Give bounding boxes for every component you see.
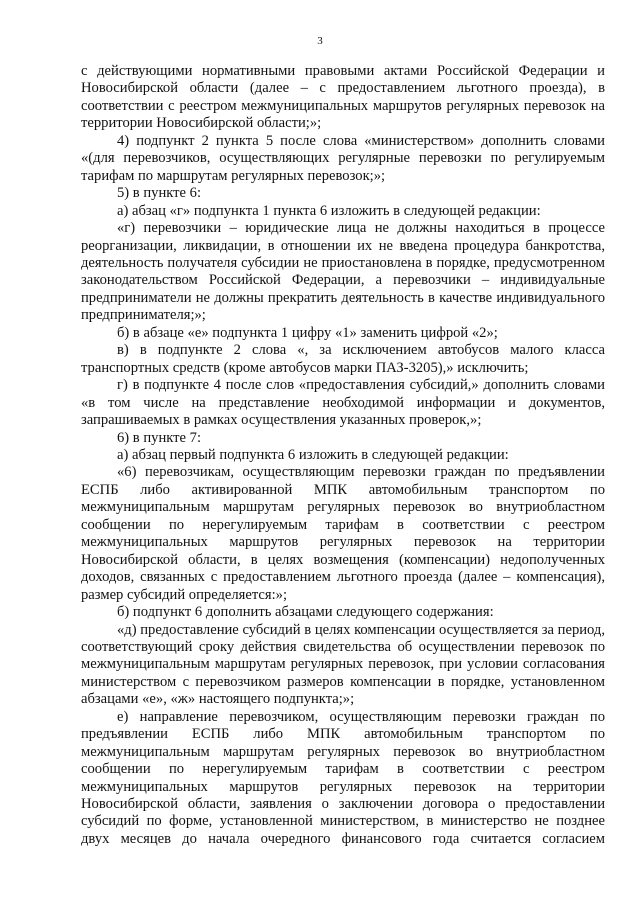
- paragraph-item-6-heading: 6) в пункте 7:: [117, 429, 202, 446]
- paragraph-item-4: 4) подпункт 2 пункта 5 после слова «министерством» дополнить словами «(для перевозчиков, осуществляющих регулярные перевозки по регулируемым тарифам по маршрутам регулярных перевозок;»;: [81, 132, 605, 184]
- paragraph-item-6a: а) абзац первый подпункта 6 изложить в следующей редакции:: [117, 446, 509, 463]
- paragraph-item-5-heading: 5) в пункте 6:: [117, 185, 202, 202]
- document-body: [81, 63, 605, 848]
- paragraph-item-5g: г) в подпункте 4 после слов «предоставления субсидий,» дополнить словами «в том числе на представление необходимой информации и документов, запрашиваемых в рамках осуществления указанных проверок,»;: [81, 377, 605, 429]
- paragraph-item-e: е) направление перевозчиком, осуществляющим перевозки граждан по предъявлении ЕСПБ либо МПК автомобильным транспортом по межмуниципальным маршрутам регулярных перевозок во внутриобластном сообщении по нерегулируемым тарифам в соответствии с реестром межмуниципальных маршрутов регулярных перевозок на территории Новосибирской области, заявления о заключении договора о предоставлении субсидий по форме, установленной министерством, в министерство не позднее двух месяцев до начала очередного финансового года считается согласием: [81, 708, 605, 847]
- paragraph-quoted-d: «д) предоставление субсидий в целях компенсации осуществляется за период, соответствующий сроку действия свидетельства об осуществлении перевозок по межмуниципальным маршрутам регулярных перевозок, при условии согласования министерством с перевозчиком размеров компенсации в порядке, установленном абзацами «е», «ж» настоящего подпункта;»;: [81, 621, 605, 708]
- paragraph-item-5b: б) в абзаце «е» подпункта 1 цифру «1» заменить цифрой «2»;: [117, 324, 498, 341]
- page-number: 3: [317, 35, 323, 47]
- paragraph-quoted-g: «г) перевозчики – юридические лица не должны находиться в процессе реорганизации, ликвидации, в отношении их не введена процедура банкротства, деятельность получателя субсидии не приостановлена в порядке, предусмотренном законодательством Российской Федерации, а перевозчики – индивидуальные предприниматели не должны прекратить деятельность в качестве индивидуального предпринимателя;»;: [81, 220, 605, 324]
- paragraph-quoted-6: «6) перевозчикам, осуществляющим перевозки граждан по предъявлении ЕСПБ либо активированной МПК автомобильным транспортом по межмуниципальным маршрутам регулярных перевозок во внутриобластном сообщении по нерегулируемым тарифам в соответствии с реестром межмуниципальных маршрутов регулярных перевозок на территории Новосибирской области, в целях возмещения (компенсации) недополученных доходов, связанных с предоставлением льготного проезда (далее – компенсация), размер субсидий определяется:»;: [81, 464, 605, 603]
- paragraph-item-5a: а) абзац «г» подпункта 1 пункта 6 изложить в следующей редакции:: [117, 202, 541, 219]
- paragraph-continuation: с действующими нормативными правовыми актами Российской Федерации и Новосибирской области (далее – с предоставлением льготного проезда), в соответствии с реестром межмуниципальных маршрутов регулярных перевозок на территории Новосибирской области;»;: [81, 63, 605, 132]
- paragraph-item-5v: в) в подпункте 2 слова «, за исключением автобусов малого класса транспортных средств (кроме автобусов марки ПАЗ-3205),» исключить;: [81, 342, 605, 376]
- paragraph-item-6b: б) подпункт 6 дополнить абзацами следующего содержания:: [117, 604, 494, 621]
